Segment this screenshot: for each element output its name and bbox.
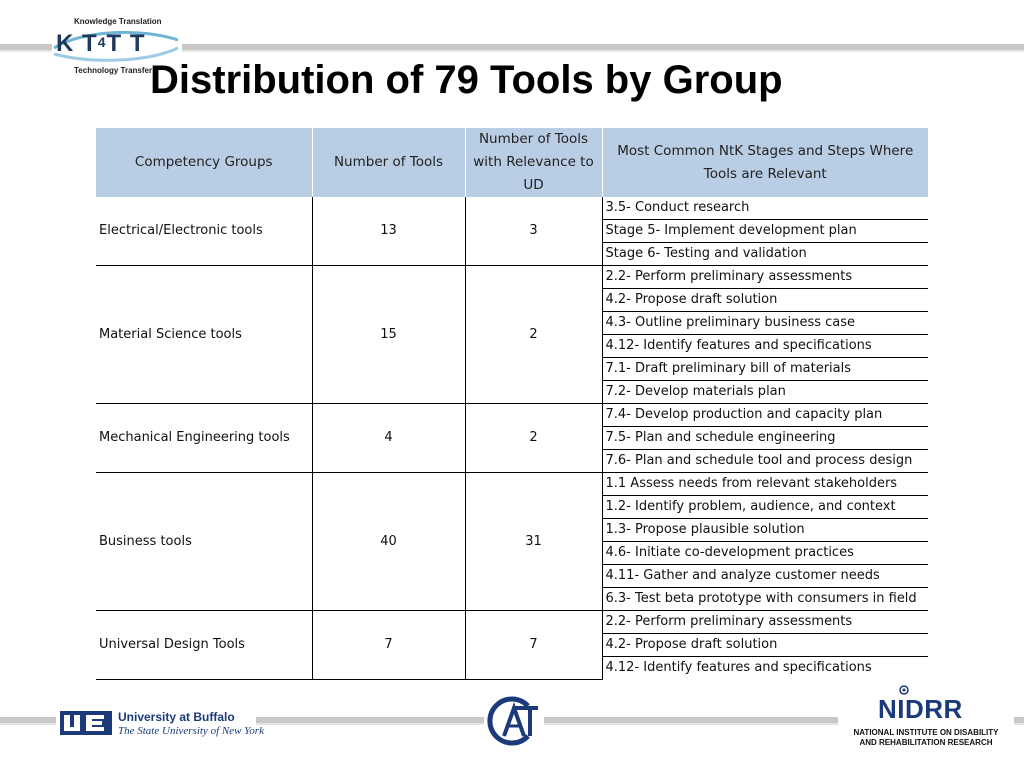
stage-cell: Stage 6- Testing and validation (602, 243, 928, 266)
nidrr-fullname-line2: AND REHABILITATION RESEARCH (859, 738, 993, 747)
table-row (96, 266, 928, 289)
stage-cell: 2.2- Perform preliminary assessments (602, 611, 928, 634)
group-name-cell: Material Science tools (96, 266, 312, 404)
stage-cell: 7.5- Plan and schedule engineering (602, 427, 928, 450)
kt4tt-bottom-text: Technology Transfer (74, 66, 153, 75)
cat-logo (484, 696, 544, 746)
ub-subtitle-text: The State University of New York (118, 725, 264, 737)
group-name-cell: Electrical/Electronic tools (96, 197, 312, 266)
stage-cell: 7.6- Plan and schedule tool and process design (602, 450, 928, 473)
nidrr-fullname-line1: NATIONAL INSTITUTE ON DISABILITY (853, 728, 999, 737)
tool-count-cell: 40 (312, 473, 465, 611)
stage-cell: 7.1- Draft preliminary bill of materials (602, 358, 928, 381)
kt4tt-digit: 4 (97, 34, 107, 50)
ud-count-cell: 2 (465, 266, 602, 404)
ud-count-cell: 2 (465, 404, 602, 473)
table-row (96, 404, 928, 427)
tool-count-cell: 4 (312, 404, 465, 473)
cat-emblem-icon (484, 696, 544, 746)
tools-distribution-table (96, 128, 928, 680)
header-competency-groups: Competency Groups (96, 128, 312, 197)
tool-count-cell: 15 (312, 266, 465, 404)
stage-cell: 4.11- Gather and analyze customer needs (602, 565, 928, 588)
header-number-of-tools: Number of Tools (312, 128, 465, 197)
slide-title: Distribution of 79 Tools by Group (150, 58, 783, 102)
group-name-cell: Business tools (96, 473, 312, 611)
table-header-row (96, 128, 928, 197)
stage-cell: Stage 5- Implement development plan (602, 220, 928, 243)
stage-cell: 6.3- Test beta prototype with consumers in field (602, 588, 928, 611)
kt4tt-letter: K (56, 30, 75, 57)
stage-cell: 4.3- Outline preliminary business case (602, 312, 928, 335)
stage-cell: 1.2- Identify problem, audience, and context (602, 496, 928, 519)
university-at-buffalo-logo (56, 705, 264, 741)
table-row (96, 473, 928, 496)
stage-cell: 4.12- Identify features and specifications (602, 657, 928, 680)
stage-cell: 4.12- Identify features and specifications (602, 335, 928, 358)
stage-cell: 7.4- Develop production and capacity plan (602, 404, 928, 427)
ub-name-text: University at Buffalo (118, 710, 235, 724)
kt4tt-letter: T (106, 30, 123, 57)
stage-cell: 4.6- Initiate co-development practices (602, 542, 928, 565)
header-tools-relevant-ud: Number of Tools with Relevance to UD (465, 128, 602, 197)
tool-count-cell: 7 (312, 611, 465, 680)
header-ntk-stages: Most Common NtK Stages and Steps Where Tools are Relevant (602, 128, 928, 197)
table-row (96, 197, 928, 220)
ud-count-cell: 7 (465, 611, 602, 680)
stage-cell: 7.2- Develop materials plan (602, 381, 928, 404)
stage-cell: 3.5- Conduct research (602, 197, 928, 220)
kt4tt-letter: T (129, 30, 146, 57)
group-name-cell: Mechanical Engineering tools (96, 404, 312, 473)
ub-monogram-icon (60, 708, 112, 738)
kt4tt-top-text: Knowledge Translation (74, 17, 162, 26)
nidrr-logo (838, 684, 1014, 750)
kt4tt-letter: T (82, 30, 98, 57)
ud-count-cell: 31 (465, 473, 602, 611)
stage-cell: 1.1 Assess needs from relevant stakeholders (602, 473, 928, 496)
table-body (96, 197, 928, 679)
nidrr-name-text: NIDRR (878, 694, 963, 724)
ud-count-cell: 3 (465, 197, 602, 266)
group-name-cell: Universal Design Tools (96, 611, 312, 680)
stage-cell: 4.2- Propose draft solution (602, 634, 928, 657)
tool-count-cell: 13 (312, 197, 465, 266)
kt4tt-mark (56, 30, 174, 58)
table-row (96, 611, 928, 634)
stage-cell: 2.2- Perform preliminary assessments (602, 266, 928, 289)
stage-cell: 4.2- Propose draft solution (602, 289, 928, 312)
stage-cell: 1.3- Propose plausible solution (602, 519, 928, 542)
